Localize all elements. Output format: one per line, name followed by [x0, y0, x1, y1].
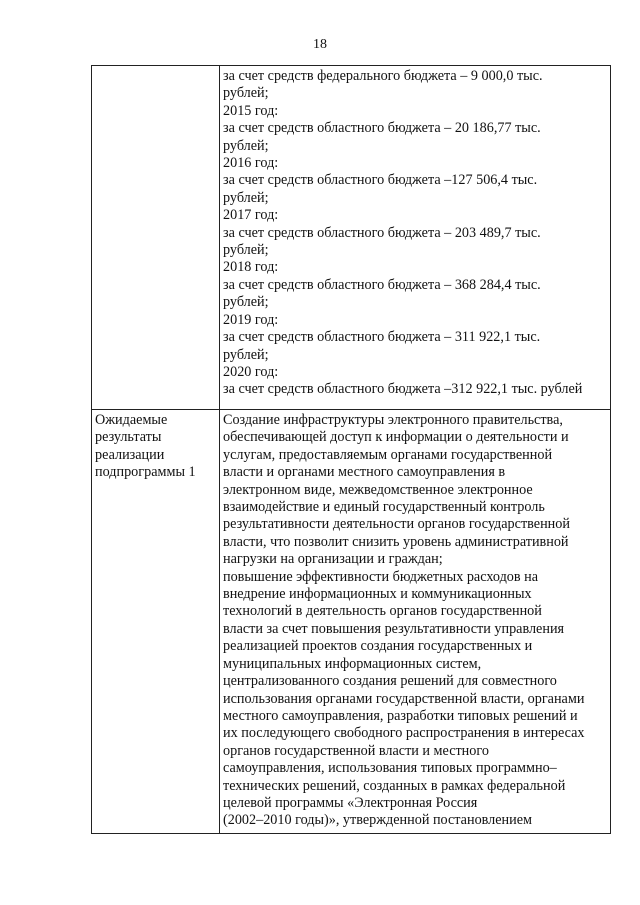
expected-results-text-line: власти и органами местного самоуправления в [223, 464, 506, 481]
funding-text-line: 2020 год: [223, 363, 279, 380]
funding-text-line: 2017 год: [223, 207, 279, 224]
funding-text-line: 2018 год: [223, 259, 279, 276]
row-label-line: подпрограммы 1 [95, 464, 196, 481]
expected-results-text-line: самоуправления, использования типовых программно– [223, 760, 557, 777]
page-number: 18 [313, 37, 327, 52]
expected-results-text-line: централизованного создания решений для совместного [223, 673, 557, 690]
expected-results-text-line: технических решений, созданных в рамках федеральной [223, 777, 566, 794]
funding-text-line: рублей; [223, 189, 269, 206]
funding-text-line: за счет средств областного бюджета – 311 922,1 тыс. [223, 329, 541, 346]
funding-text-line: рублей; [223, 137, 269, 154]
row-label-line: результаты [95, 429, 162, 446]
program-passport-table [91, 65, 611, 834]
table-row-funding [92, 66, 611, 410]
expected-results-text-line: реализацией проектов создания государственных и [223, 638, 533, 655]
funding-text-line: за счет средств областного бюджета –127 506,4 тыс. [223, 172, 538, 189]
expected-results-text-line: их последующего свободного распространения в интересах [223, 725, 585, 742]
expected-results-text-line: услугам, предоставляемым органами государственной [223, 446, 553, 463]
expected-results-text-line: технологий в деятельность органов государственной [223, 603, 542, 620]
expected-results-text-line: внедрение информационных и коммуникационных [223, 586, 532, 603]
expected-results-text-line: целевой программы «Электронная Россия [223, 794, 478, 811]
expected-results-text-line: результативности деятельности органов государственной [223, 516, 570, 533]
funding-text-line: рублей; [223, 294, 269, 311]
expected-results-text-line: власти за счет повышения результативности управления [223, 620, 565, 637]
row-label-expected-results [92, 410, 220, 834]
expected-results-text-line: (2002–2010 годы)», утвержденной постановлением [223, 812, 533, 829]
row-label-line: реализации [95, 446, 165, 463]
expected-results-text-line: электронном виде, межведомственное электронное [223, 481, 533, 498]
funding-text-line: рублей; [223, 85, 269, 102]
expected-results-text-line: взаимодействие и единый государственный контроль [223, 499, 545, 516]
expected-results-text-line: органов государственной власти и местного [223, 742, 489, 759]
funding-text-line: за счет средств областного бюджета –312 922,1 тыс. рублей [223, 381, 583, 398]
funding-text-line: за счет средств федерального бюджета – 9 000,0 тыс. [223, 68, 543, 84]
funding-text-cell [220, 66, 611, 410]
row-label-line: Ожидаемые [95, 412, 168, 428]
expected-results-text-line: муниципальных информационных систем, [223, 655, 482, 672]
row-label-empty [92, 66, 220, 410]
funding-text-line: рублей; [223, 346, 269, 363]
expected-results-text-line: обеспечивающей доступ к информации о деятельности и [223, 429, 569, 446]
expected-results-text-line: Создание инфраструктуры электронного правительства, [223, 412, 563, 428]
funding-text-line: за счет средств областного бюджета – 203 489,7 тыс. [223, 224, 541, 241]
funding-text-line: за счет средств областного бюджета – 20 186,77 тыс. [223, 120, 541, 137]
expected-results-text-line: повышение эффективности бюджетных расходов на [223, 568, 539, 585]
expected-results-text-line: использования органами государственной власти, органами [223, 690, 585, 707]
funding-text-line: 2016 год: [223, 155, 279, 172]
expected-results-text-cell [220, 410, 611, 834]
table-row-expected-results [92, 410, 611, 834]
funding-text-line: за счет средств областного бюджета – 368 284,4 тыс. [223, 276, 541, 293]
funding-text-line: 2015 год: [223, 102, 279, 119]
expected-results-text-line: нагрузки на организации и граждан; [223, 551, 443, 568]
expected-results-text-line: местного самоуправления, разработки типовых решений и [223, 707, 578, 724]
funding-text-line: 2019 год: [223, 311, 279, 328]
funding-text-line: рублей; [223, 242, 269, 259]
expected-results-text-line: власти, что позволит снизить уровень административной [223, 533, 569, 550]
